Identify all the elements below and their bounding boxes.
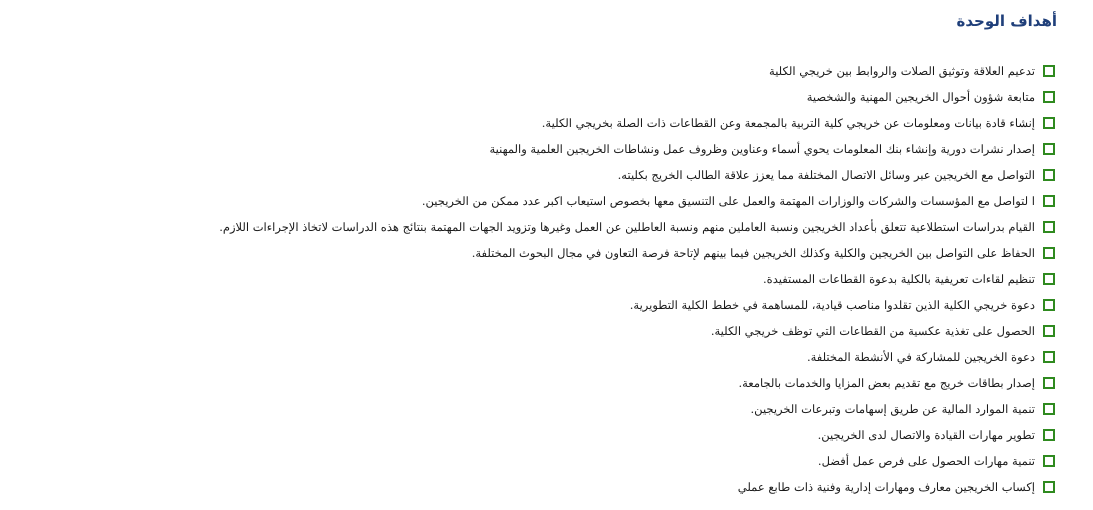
checkbox-bullet-icon <box>1043 403 1055 415</box>
goal-item <box>219 240 1055 266</box>
goal-text: إصدار نشرات دورية وإنشاء بنك المعلومات يحوي أسماء وعناوين وظروف عمل ونشاطات الخريجين العلمية والمهنية <box>489 142 1035 156</box>
checkbox-bullet-icon <box>1043 65 1055 77</box>
goal-text: تنمية مهارات الحصول على فرص عمل أفضل. <box>817 454 1035 468</box>
page-title: أهداف الوحدة <box>956 12 1057 30</box>
goal-text: إصدار بطاقات خريج مع تقديم بعض المزايا والخدمات بالجامعة. <box>738 376 1035 390</box>
checkbox-bullet-icon <box>1043 143 1055 155</box>
goal-text: ا لتواصل مع المؤسسات والشركات والوزارات المهتمة والعمل على التنسيق معها بخصوص استيعاب اكبر عدد ممكن من الخريجين. <box>421 194 1035 208</box>
goal-text: دعوة خريجي الكلية الذين تقلدوا مناصب قيادية، للمساهمة في خطط الكلية التطويرية. <box>629 298 1035 312</box>
checkbox-bullet-icon <box>1043 429 1055 441</box>
checkbox-bullet-icon <box>1043 221 1055 233</box>
goal-text: القيام بدراسات استطلاعية تتعلق بأعداد الخريجين ونسبة العاملين منهم ونسبة العاطلين عن العمل وغيرها وتزويد الجهات المهتمة بنتائج هذه الدراسات لاتخاذ الإجراءات اللازم. <box>219 220 1035 234</box>
goal-text: إنشاء قادة بيانات ومعلومات عن خريجي كلية التربية بالمجمعة وعن القطاعات ذات الصلة بخريجي الكلية. <box>541 116 1035 130</box>
goal-text: تدعيم العلاقة وتوثيق الصلات والروابط بين خريجي الكلية <box>769 64 1035 78</box>
goal-item <box>219 370 1055 396</box>
checkbox-bullet-icon <box>1043 91 1055 103</box>
goal-item <box>219 474 1055 500</box>
checkbox-bullet-icon <box>1043 455 1055 467</box>
goal-item <box>219 422 1055 448</box>
goal-text: دعوة الخريجين للمشاركة في الأنشطة المختلفة. <box>806 350 1035 364</box>
goal-item <box>219 188 1055 214</box>
goal-item <box>219 396 1055 422</box>
checkbox-bullet-icon <box>1043 481 1055 493</box>
checkbox-bullet-icon <box>1043 273 1055 285</box>
goal-item <box>219 162 1055 188</box>
goal-item <box>219 110 1055 136</box>
checkbox-bullet-icon <box>1043 325 1055 337</box>
checkbox-bullet-icon <box>1043 117 1055 129</box>
goal-item <box>219 136 1055 162</box>
goal-text: تنظيم لقاءات تعريفية بالكلية بدعوة القطاعات المستفيدة. <box>763 272 1035 286</box>
goal-item <box>219 448 1055 474</box>
goal-text: الحصول على تغذية عكسية من القطاعات التي توظف خريجي الكلية. <box>710 324 1035 338</box>
goals-list <box>219 58 1055 500</box>
goal-item <box>219 344 1055 370</box>
checkbox-bullet-icon <box>1043 299 1055 311</box>
goal-item <box>219 84 1055 110</box>
checkbox-bullet-icon <box>1043 377 1055 389</box>
goal-item <box>219 318 1055 344</box>
goal-item <box>219 292 1055 318</box>
goal-text: التواصل مع الخريجين عبر وسائل الاتصال المختلفة مما يعزز علاقة الطالب الخريج بكليته. <box>617 168 1035 182</box>
checkbox-bullet-icon <box>1043 169 1055 181</box>
checkbox-bullet-icon <box>1043 195 1055 207</box>
checkbox-bullet-icon <box>1043 247 1055 259</box>
goal-item <box>219 214 1055 240</box>
goal-text: متابعة شؤون أحوال الخريجين المهنية والشخصية <box>806 90 1035 104</box>
goal-text: إكساب الخريجين معارف ومهارات إدارية وفنية ذات طابع عملي <box>737 480 1035 494</box>
goal-text: الحفاظ على التواصل بين الخريجين والكلية وكذلك الخريجين فيما بينهم لإتاحة فرصة التعاون في مجال البحوث المختلفة. <box>471 246 1035 260</box>
goal-item <box>219 58 1055 84</box>
goal-item <box>219 266 1055 292</box>
goal-text: تطوير مهارات القيادة والاتصال لدى الخريجين. <box>817 428 1035 442</box>
goal-text: تنمية الموارد المالية عن طريق إسهامات وتبرعات الخريجين. <box>750 402 1035 416</box>
checkbox-bullet-icon <box>1043 351 1055 363</box>
